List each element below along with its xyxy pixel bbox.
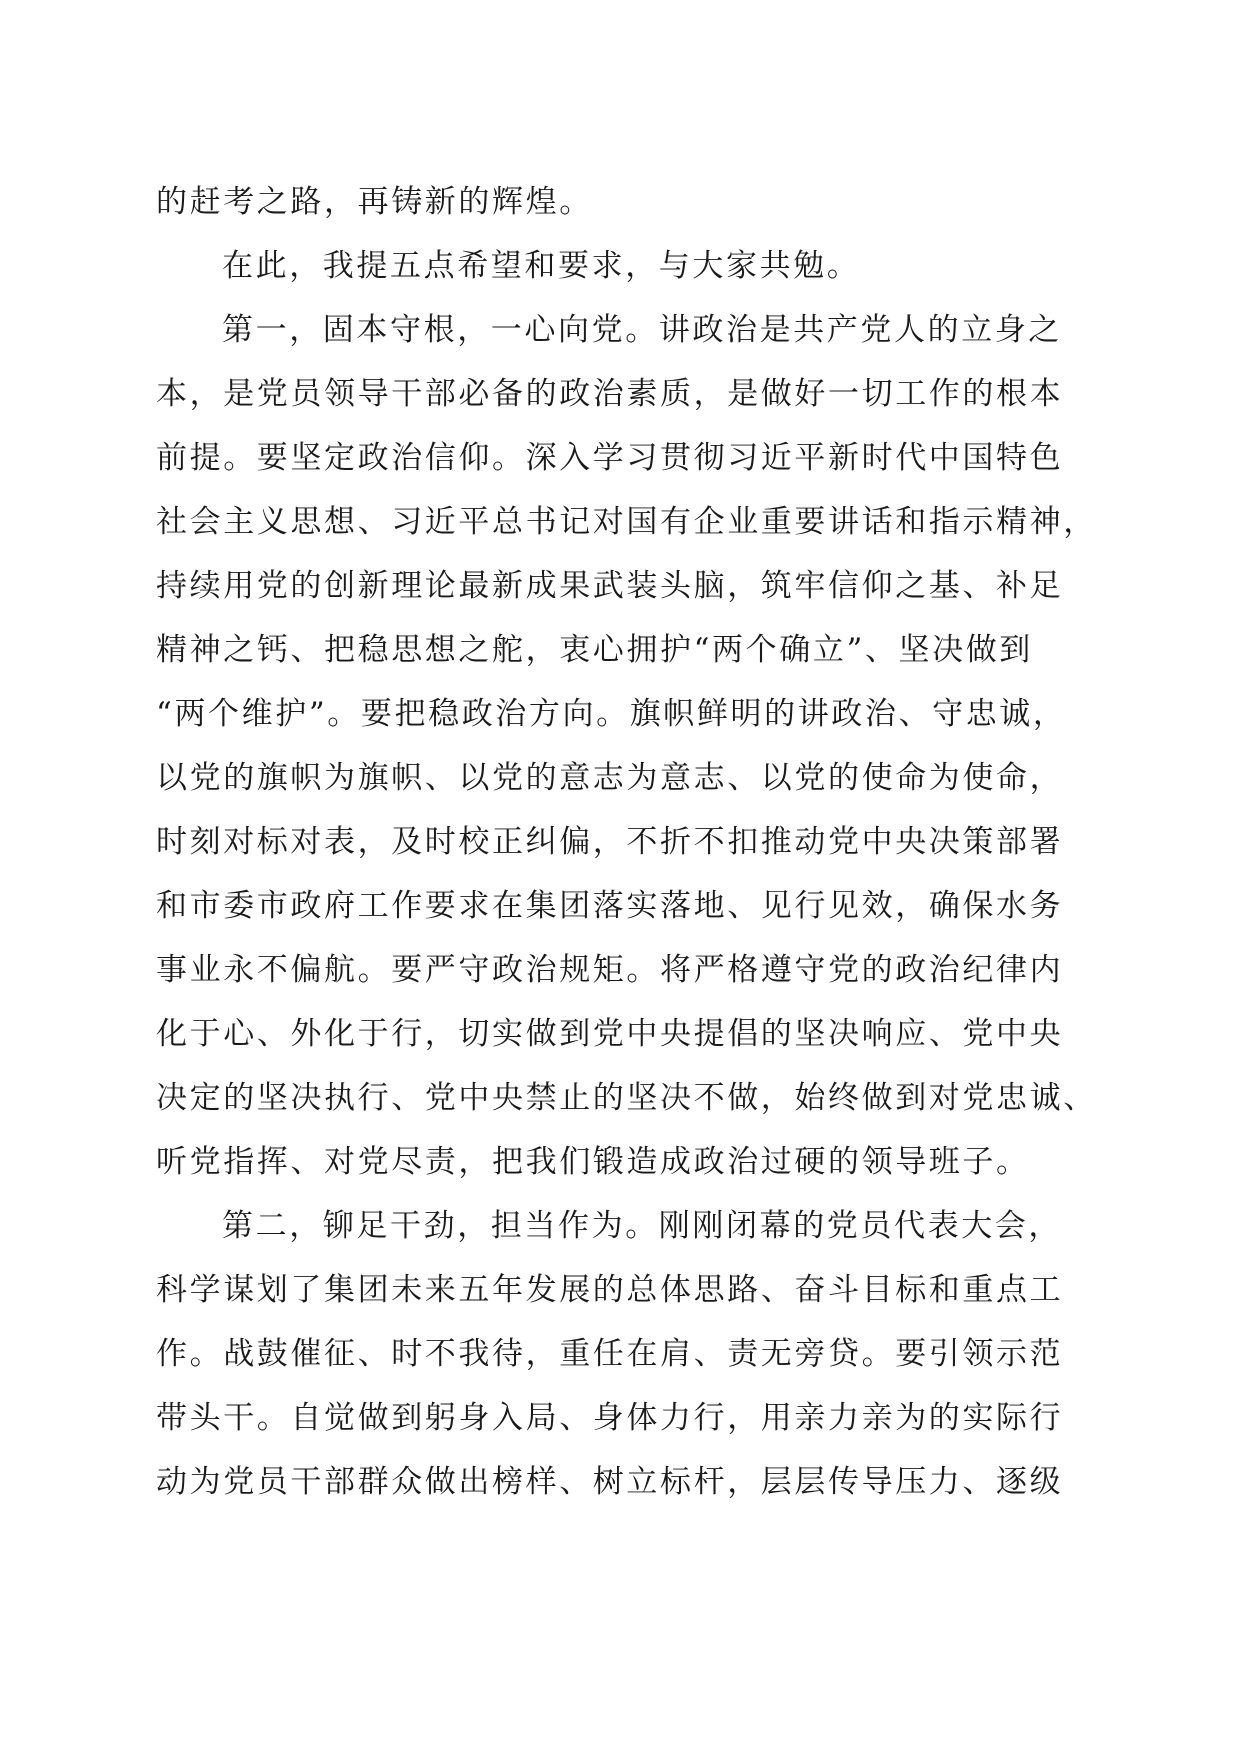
text-line: 以党的旗帜为旗帜、以党的意志为意志、以党的使命为使命， bbox=[156, 760, 1064, 796]
text-line: 第一，固本守根，一心向党。讲政治是共产党人的立身之 bbox=[222, 312, 1062, 348]
body-text bbox=[156, 170, 1096, 1514]
text-line: 化于心、外化于行，切实做到党中央提倡的坚决响应、党中央 bbox=[156, 1016, 1064, 1052]
text-line: 社会主义思想、习近平总书记对国有企业重要讲话和指示精神， bbox=[156, 504, 1097, 540]
text-line: “两个维护”。要把稳政治方向。旗帜鲜明的讲政治、守忠诚， bbox=[156, 696, 1067, 732]
text-line: 和市委市政府工作要求在集团落实落地、见行见效，确保水务 bbox=[156, 888, 1064, 924]
text-line: 精神之钙、把稳思想之舵，衷心拥护“两个确立”、坚决做到 bbox=[156, 632, 1033, 668]
text-line: 作。战鼓催征、时不我待，重任在肩、责无旁贷。要引领示范 bbox=[156, 1336, 1064, 1372]
text-line: 科学谋划了集团未来五年发展的总体思路、奋斗目标和重点工 bbox=[156, 1272, 1064, 1308]
text-line: 动为党员干部群众做出榜样、树立标杆，层层传导压力、逐级 bbox=[156, 1464, 1064, 1500]
text-line: 本，是党员领导干部必备的政治素质，是做好一切工作的根本 bbox=[156, 376, 1064, 412]
text-line: 时刻对标对表，及时校正纠偏，不折不扣推动党中央决策部署 bbox=[156, 824, 1064, 860]
text-line: 事业永不偏航。要严守政治规矩。将严格遵守党的政治纪律内 bbox=[156, 952, 1064, 988]
text-line: 前提。要坚定政治信仰。深入学习贯彻习近平新时代中国特色 bbox=[156, 440, 1064, 476]
text-line: 第二，铆足干劲，担当作为。刚刚闭幕的党员代表大会， bbox=[222, 1208, 1062, 1244]
text-line: 持续用党的创新理论最新成果武装头脑，筑牢信仰之基、补足 bbox=[156, 568, 1064, 604]
text-line: 带头干。自觉做到躬身入局、身体力行，用亲力亲为的实际行 bbox=[156, 1400, 1064, 1436]
text-line: 的赶考之路，再铸新的辉煌。 bbox=[156, 184, 593, 220]
text-line: 决定的坚决执行、党中央禁止的坚决不做，始终做到对党忠诚、 bbox=[156, 1080, 1097, 1116]
text-line: 听党指挥、对党尽责，把我们锻造成政治过硬的领导班子。 bbox=[156, 1144, 1030, 1180]
text-line: 在此，我提五点希望和要求，与大家共勉。 bbox=[222, 248, 861, 284]
